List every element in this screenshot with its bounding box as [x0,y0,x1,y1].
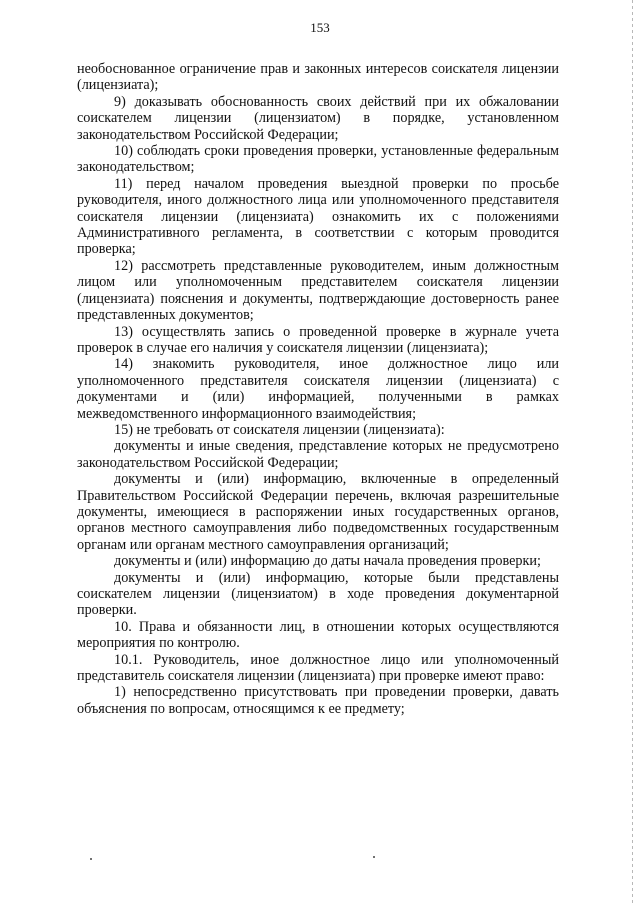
paragraph: необоснованное ограничение прав и законных интересов соискателя лицензии (лицензиата); [77,61,559,94]
paragraph: 14) знакомить руководителя, иное должностное лицо или уполномоченного представителя соискателя лицензии (лицензиата) с документами и (или) информацией, полученными в рамках межведомственного информационного взаимодействия; [77,356,559,422]
scan-speck [373,856,375,858]
scan-edge-line [632,0,633,905]
paragraph: 13) осуществлять запись о проведенной проверке в журнале учета проверок в случае его наличия у соискателя лицензии (лицензиата); [77,323,559,356]
paragraph: документы и иные сведения, представление которых не предусмотрено законодательством Российской Федерации; [77,438,559,471]
paragraph: 10.1. Руководитель, иное должностное лицо или уполномоченный представитель соискателя лицензии (лицензиата) при проверке имеют право: [77,651,559,685]
paragraph: 15) не требовать от соискателя лицензии (лицензиата): [114,421,445,438]
paragraph: документы и (или) информацию, включенные в определенный Правительством Российской Федерации перечень, включая разрешительные документы, имеющиеся в распоряжении иных государственных органов, органов местного самоуправления либо подведомственных государственным органам или органам местного самоуправления организаций; [77,471,559,553]
paragraph: документы и (или) информацию, которые были представлены соискателем лицензии (лицензиатом) в ходе проведения документарной проверки. [77,569,559,619]
paragraph: 11) перед началом проведения выездной проверки по просьбе руководителя, иного должностного лица или уполномоченного представителя соискателя лицензии (лицензиата) ознакомить их с положениями Административного регламента, в соответствии с которым проводится проверка; [77,175,559,258]
paragraph: 10) соблюдать сроки проведения проверки, установленные федеральным законодательством; [77,143,559,176]
section-heading: 10. Права и обязанности лиц, в отношении которых осуществляются мероприятия по контролю. [77,618,559,652]
page-number: 153 [310,20,330,35]
document-body [77,61,559,717]
paragraph: 1) непосредственно присутствовать при проведении проверки, давать объяснения по вопросам, относящимся к ее предмету; [77,684,559,717]
paragraph: 12) рассмотреть представленные руководителем, иным должностным лицом или уполномоченным представителем соискателя лицензии (лицензиата) пояснения и документы, подтверждающие достоверность ранее представленных документов; [77,257,559,324]
paragraph: документы и (или) информацию до даты начала проведения проверки; [114,553,541,570]
paragraph: 9) доказывать обоснованность своих действий при их обжаловании соискателем лицензии (лицензиатом) в порядке, установленном законодательством Российской Федерации; [77,93,559,143]
scan-speck [90,858,92,860]
